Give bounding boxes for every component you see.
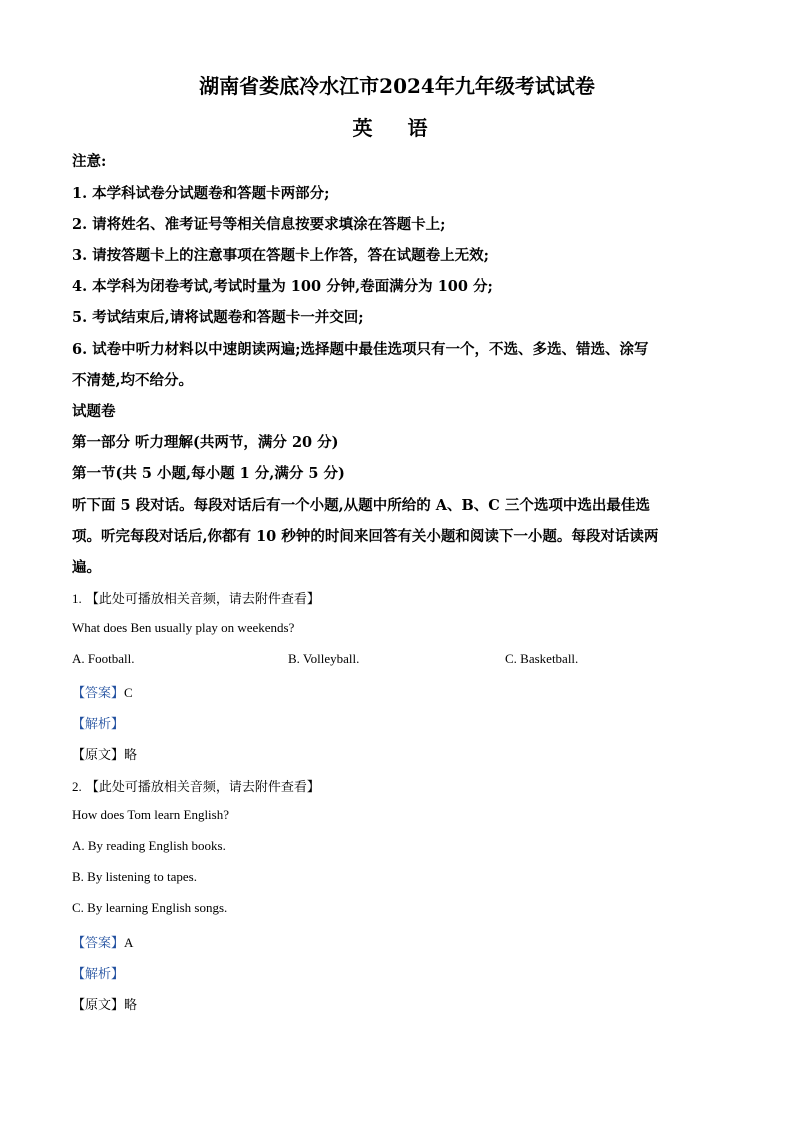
analysis-label: 【解析】 (72, 717, 125, 732)
question-text: What does Ben usually play on weekends? (72, 620, 295, 635)
option-c: C. By learning English songs. (72, 900, 228, 915)
option-a: A. Football. (72, 651, 135, 666)
instruction-line: 听下面 5 段对话。每段对话后有一个小题,从题中所给的 A、B、C 三个选项中选出最佳选 (72, 497, 650, 514)
answer-label: 【答案】 (72, 686, 125, 701)
note-item: 1. 本学科试卷分试题卷和答题卡两部分; (72, 185, 330, 202)
option-a: A. By reading English books. (72, 838, 226, 853)
note-item: 4. 本学科为闭卷考试,考试时量为 100 分钟,卷面满分为 100 分; (72, 278, 493, 295)
question-header (72, 588, 320, 607)
original-text: 略 (124, 748, 138, 763)
question-number: 1. (72, 591, 82, 606)
exam-title: 湖南省娄底冷水江市2024年九年级考试试卷 (199, 74, 595, 98)
answer-value: C (124, 685, 133, 700)
option-b: B. By listening to tapes. (72, 869, 197, 884)
question-header (72, 776, 320, 795)
analysis-label: 【解析】 (72, 967, 125, 982)
part-heading: 第一部分 听力理解(共两节，满分 20 分) (72, 434, 339, 451)
option-b: B. Volleyball. (288, 651, 360, 666)
answer-line (72, 682, 133, 701)
note-item-continued: 不清楚,均不给分。 (72, 372, 194, 389)
option-c: C. Basketball. (505, 651, 579, 666)
note-item: 3. 请按答题卡上的注意事项在答题卡上作答，答在试题卷上无效; (72, 247, 490, 264)
note-item: 6. 试卷中听力材料以中速朗读两遍;选择题中最佳选项只有一个，不选、多选、错选、涂写 (72, 341, 649, 358)
question-number: 2. (72, 779, 82, 794)
original-line (72, 744, 137, 763)
instruction-line: 项。听完每段对话后,你都有 10 秒钟的时间来回答有关小题和阅读下一小题。每段对话读两 (72, 528, 659, 545)
original-line (72, 994, 137, 1013)
subject-title: 英 语 (352, 116, 442, 140)
audio-note: 【此处可播放相关音频，请去附件查看】 (85, 780, 320, 795)
notes-heading: 注意: (72, 153, 107, 170)
question-text: How does Tom learn English? (72, 807, 229, 822)
instruction-line: 遍。 (72, 559, 101, 576)
answer-value: A (124, 935, 134, 950)
answer-label: 【答案】 (72, 936, 125, 951)
original-label: 【原文】 (72, 998, 125, 1013)
answer-line (72, 932, 133, 951)
audio-note: 【此处可播放相关音频，请去附件查看】 (85, 592, 320, 607)
note-item: 2. 请将姓名、准考证号等相关信息按要求填涂在答题卡上; (72, 216, 446, 233)
note-item: 5. 考试结束后,请将试题卷和答题卡一并交回; (72, 309, 364, 326)
original-text: 略 (124, 998, 138, 1013)
paper-label: 试题卷 (72, 403, 116, 420)
original-label: 【原文】 (72, 748, 125, 763)
section-heading: 第一节(共 5 小题,每小题 1 分,满分 5 分) (72, 465, 345, 482)
